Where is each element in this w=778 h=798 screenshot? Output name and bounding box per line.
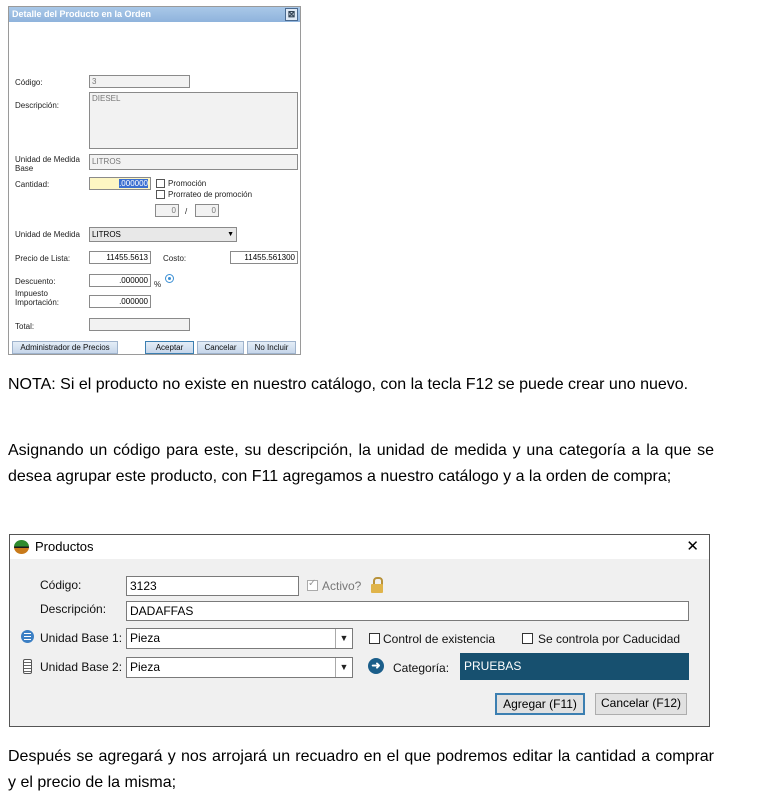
activo-label: Activo?: [322, 579, 362, 593]
descripcion-field[interactable]: DIESEL: [89, 92, 298, 149]
descripcion-field[interactable]: DADAFFAS: [126, 601, 689, 621]
promocion-checkbox[interactable]: [156, 179, 165, 188]
unidad-base-label: Unidad de Medida Base: [15, 155, 80, 173]
prorrateo-checkbox[interactable]: [156, 190, 165, 199]
prorrateo-a-field[interactable]: 0: [155, 204, 179, 217]
cantidad-value: .000000: [119, 179, 148, 188]
unidad-medida-select[interactable]: [89, 227, 237, 242]
unidad2-value: Pieza: [130, 660, 161, 674]
codigo-field[interactable]: 3: [89, 75, 190, 88]
dialog-title: Detalle del Producto en la Orden: [12, 9, 152, 19]
control-existencia-checkbox[interactable]: [369, 633, 380, 644]
total-field: [89, 318, 190, 331]
control-existencia-label: Control de existencia: [383, 632, 496, 646]
productos-dialog: [9, 534, 710, 727]
product-detail-dialog: [8, 6, 301, 355]
unidad1-label: Unidad Base 1:: [40, 631, 123, 645]
unidad-base-field[interactable]: LITROS: [89, 154, 298, 170]
chevron-down-icon: ▼: [227, 231, 234, 238]
unidad2-label: Unidad Base 2:: [40, 660, 123, 674]
unidad1-select[interactable]: [126, 628, 353, 649]
codigo-label: Código:: [40, 578, 82, 592]
codigo-field[interactable]: 3123: [126, 576, 299, 596]
descripcion-label: Descripción:: [15, 101, 60, 110]
prorrateo-b-field[interactable]: 0: [195, 204, 219, 217]
aceptar-button[interactable]: Aceptar: [145, 341, 194, 354]
info-icon[interactable]: [165, 274, 174, 283]
precio-lista-label: Precio de Lista:: [15, 254, 71, 263]
dialog-titlebar: [10, 535, 709, 559]
chevron-down-icon[interactable]: ▼: [335, 629, 352, 648]
list-icon: [21, 630, 34, 643]
categoria-field[interactable]: PRUEBAS: [460, 653, 689, 680]
despues-paragraph: Después se agregará y nos arrojará un recuadro en el que podremos editar la cantidad a comprar y el precio de la misma;: [8, 748, 714, 791]
dialog-titlebar: [9, 7, 300, 22]
cancelar-button[interactable]: Cancelar: [197, 341, 244, 354]
caducidad-label: Se controla por Caducidad: [538, 632, 681, 646]
impuesto-label: Impuesto Importación:: [15, 289, 60, 307]
dialog-title: Productos: [35, 539, 94, 554]
percent-label: %: [154, 280, 162, 289]
precio-lista-field[interactable]: 11455.5613: [89, 251, 151, 264]
ruler-icon: [23, 659, 32, 674]
costo-label: Costo:: [163, 254, 187, 263]
asignando-paragraph: Asignando un código para este, su descripción, la unidad de medida y una categoría a la que se desea agrupar este producto, con F11 agregamos a nuestro catálogo y a la orden de compra;: [8, 442, 714, 485]
no-incluir-button[interactable]: No Incluir: [247, 341, 296, 354]
administrador-precios-button[interactable]: Administrador de Precios: [12, 341, 118, 354]
categoria-label: Categoría:: [393, 661, 450, 675]
descripcion-label: Descripción:: [40, 602, 107, 616]
activo-checkbox[interactable]: [307, 580, 318, 591]
chevron-down-icon[interactable]: ▼: [335, 658, 352, 677]
agregar-button[interactable]: Agregar (F11): [495, 693, 585, 715]
check-icon: ✓: [308, 578, 317, 589]
caducidad-checkbox[interactable]: [522, 633, 533, 644]
arrow-right-icon[interactable]: ➜: [368, 658, 384, 674]
total-label: Total:: [15, 322, 35, 331]
prorrateo-label: Prorrateo de promoción: [168, 190, 253, 199]
cantidad-label: Cantidad:: [15, 180, 50, 189]
cancelar-button[interactable]: Cancelar (F12): [595, 693, 687, 715]
costo-field[interactable]: 11455.561300: [230, 251, 298, 264]
unidad-medida-label: Unidad de Medida: [15, 230, 80, 239]
nota-paragraph: NOTA: Si el producto no existe en nuestro catálogo, con la tecla F12 se puede crear uno nuevo.: [8, 376, 689, 393]
descuento-label: Descuento:: [15, 277, 56, 286]
promocion-label: Promoción: [168, 179, 207, 188]
cantidad-field[interactable]: [89, 177, 151, 190]
descuento-field[interactable]: .000000: [89, 274, 151, 287]
unidad-medida-value: LITROS: [92, 230, 121, 239]
unidad1-value: Pieza: [130, 631, 161, 645]
close-icon[interactable]: ✕: [686, 538, 699, 555]
app-icon: [14, 540, 29, 554]
codigo-label: Código:: [15, 78, 43, 87]
close-icon[interactable]: ⊠: [285, 8, 298, 21]
impuesto-field[interactable]: .000000: [89, 295, 151, 308]
lock-icon: [371, 577, 383, 593]
prorrateo-separator: /: [185, 207, 188, 216]
unidad2-select[interactable]: [126, 657, 353, 678]
